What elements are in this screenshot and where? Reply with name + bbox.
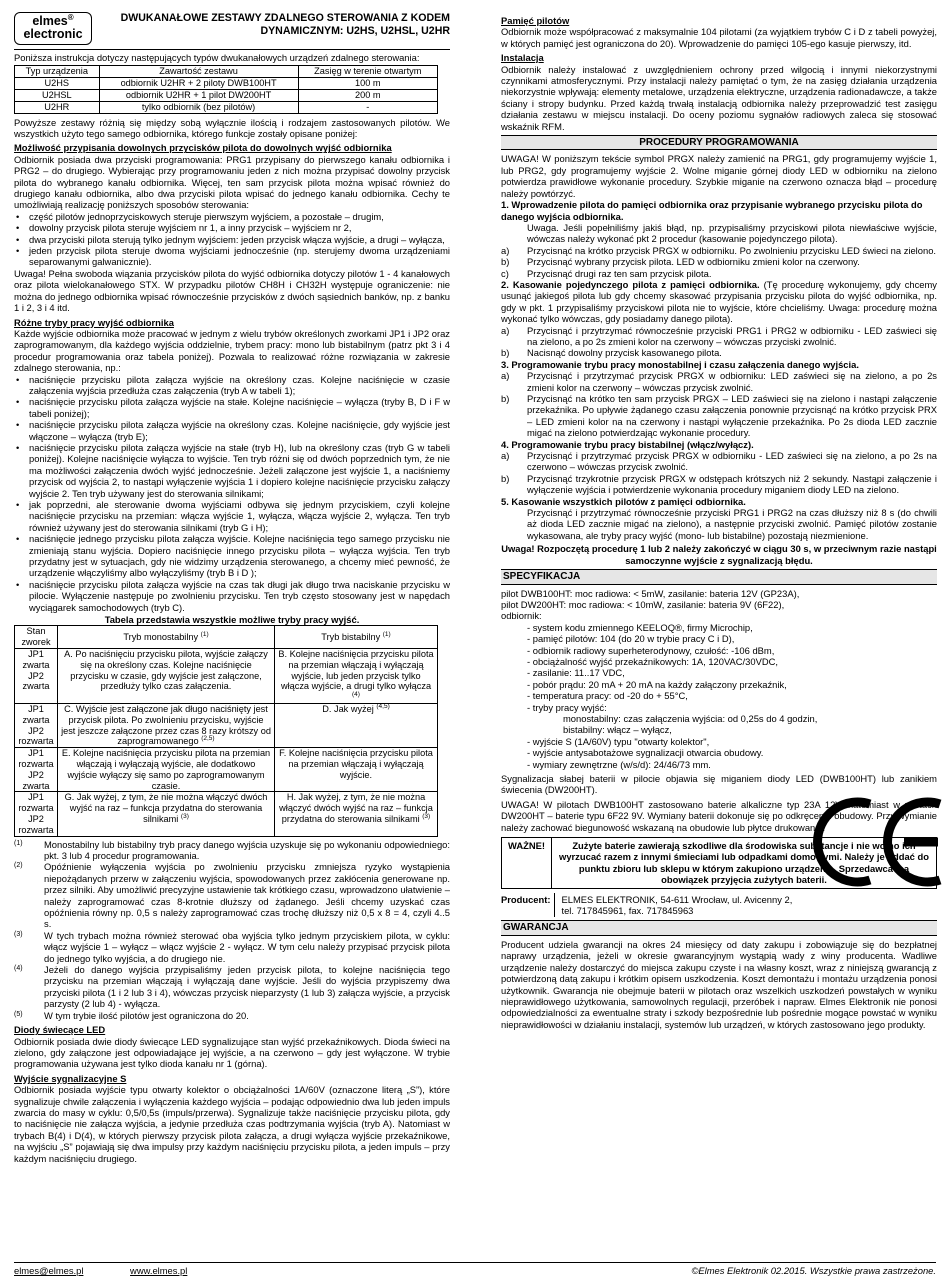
producer-address: ELMES ELEKTRONIK, 54-611 Wrocław, ul. Avicenny 2, tel. 717845961, fax. 717845963	[561, 893, 793, 917]
table-cell: U2HR	[15, 101, 100, 113]
left-column	[14, 12, 450, 1164]
list-item: - temperatura pracy: od -20 do + 55°C,	[527, 690, 688, 702]
copyright: ©Elmes Elektronik 02.2015. Wszystkie prawa zastrzeżone.	[691, 1265, 936, 1276]
assign-warning: Uwaga! Pełna swoboda wiązania przycisków pilota do wyjść odbiornika dotyczy pilotów 1 - 4 kanałowych oraz pilota wielokanałowego STX. W przypadku pilotów CH8H i CH32H występuje ograniczenie: nie można do jednego odbiornika wpisać równocześnie przycisków z dwóch sąsiednich banków, np. z banku 1 i 2, 3 i 4 itd.	[14, 267, 450, 314]
table-header: Stan zworek	[15, 626, 58, 649]
website-link[interactable]: www.elmes.pl	[130, 1265, 188, 1276]
table-header-row	[15, 66, 438, 78]
list-item: b) Przycisnąć na krótko ten sam przycisk PRGX – LED zaświeci się na zielono i nastąpi załączenie przekaźnika. Po upływie żądanego czasu załączenia ponownie przycisnąć na krótko przycisk PRX – LED zmieni kolor na na czerwony i nastąpi wyłączenie przekaźnika. Po 2s dioda LED zacznie migać na zielono potwierdzając wykonanie procedury.	[501, 393, 937, 439]
table-cell: tylko odbiornik (bez pilotów)	[99, 101, 298, 113]
table-row	[15, 748, 438, 792]
list-item: - system kodu zmiennego KEELOQ®, firmy Microchip,	[527, 621, 753, 633]
list-item: • naciśnięcie przycisku pilota załącza wyjście na określony czas. Kolejne naciśnięcie, gdy wyjście jest włączone – wyłącza (tryb E);	[29, 419, 450, 442]
procedure-step: 1. Wprowadzenie pilota do pamięci odbiornika oraz przypisanie wybranego przycisku pilota do danego wyjścia odbiornika. Uwaga. Jeśli popełniliśmy jakiś błąd, np. przypisaliśmy przyciskowi pilota niewłaściwe wyjście, wówczas należy wykonać pkt 2 procedur (kasowanie pojedynczego pilota). a) Przycisnąć na krótko przycisk PRGX w odbiorniku. Po zwolnieniu przycisku LED świeci na zielono. b) Przycisnąć wybrany przycisk pilota. LED w odbiorniku zmieni kolor na czerwony. c) Przycisnąć drugi raz ten sam przycisk pilota.	[501, 199, 937, 279]
battery-signal-text: Sygnalizacja słabej baterii w pilocie objawia się miganiem diody LED (DWB100HT) lub zanikiem świecenia (DW200HT).	[501, 773, 937, 796]
document-header	[14, 12, 450, 45]
leds-text: Odbiornik posiada dwie diody świecące LED sygnalizujące stan wyjść przekaźnikowych. Dioda świeci na zielono, gdy załączone jest odpowiadające jej wyjście, a na czerwono – gdy jest wyłączone. W trybie programowania używana jest tylko dioda kanału nr 1 (górna).	[14, 1035, 450, 1070]
modes-table	[14, 625, 438, 836]
mode-cell: C. Wyjście jest załączone jak długo naciśnięty jest przycisk pilota. Po zwolnieniu przycisku, wyjście jest jeszcze załączone przez czas 8 razy krótszy od zaprogramowanego $^{(2,5)}$	[58, 704, 275, 748]
table-row	[15, 649, 438, 704]
list-item: • dowolny przycisk pilota steruje wyjściem nr 1, a inny przycisk – wyjściem nr 2,	[29, 222, 450, 233]
list-item: - tryby pracy wyjść:	[527, 701, 607, 713]
install-text: Odbiornik należy instalować z uwzględnieniem ochrony przed wilgocią i innymi niekorzystnymi czynnikami atmosferycznymi. Przy instalacji należy pamiętać o tym, że na zasięg działania urządzenia niekorzystnie wpływają: elementy metalowe, urządzenia elektryczne, urządzenia radionadawcze, a także ściany i stropy budynku. Przed każdą trwałą instalacją odbiornika należy przeprowadzić test zasięgu działania zestawu w miejscu instalacji. Do oceny poziomu sygnałów radiowych zaleca się stosować wskaźnik RFM.	[501, 63, 937, 132]
list-item: • naciśnięcie przycisku pilota załącza wyjście na czas tak długi jak długo trwa naciskanie przycisku w pilocie. Wyłączenie następuje po zwolnieniu przycisku. Ten tryb często stosowany jest w napędach wyciągarek samochodowych (tryb C).	[29, 579, 450, 613]
modes-text: Każde wyjście odbiornika może pracować w jednym z wielu trybów określonych zworkami JP1 i JP2 oraz zaprogramowanym, dla każdego wyjścia oddzielnie, trybem pracy: mono lub bistabilnym (patrz pkt 3 i 4 procedur programowania oraz tabela poniżej). Pozwala to realizować różne rozwiązania w zakresie zdalnego sterowania, np.:	[14, 327, 450, 374]
modes-list	[14, 374, 450, 614]
mode-cell: B. Kolejne naciśnięcia przycisku pilota na przemian włączają i wyłączają wyjście, lub jeden przycisk tylko włącza wyjście, a drugi tylko wyłącza $^{(4)}$	[275, 649, 438, 704]
list-item: a) Przycisnąć i przytrzymać przycisk PRGX w odbiorniku: LED zaświeci się na zielono, a po 2s zmieni kolor na czerwony – wówczas przycisk zwolnić.	[501, 370, 937, 393]
important-label: WAŻNE!	[502, 838, 552, 888]
list-item: • naciśnięcie przycisku pilota załącza wyjście na określony czas. Kolejne naciśnięcie w czasie załączenia wyjścia przedłuża czas załączenia (tryb A w tabeli 1);	[29, 374, 450, 397]
list-item: a) Przycisnąć na krótko przycisk PRGX w odbiorniku. Po zwolnieniu przycisku LED świeci na zielono.	[501, 244, 937, 256]
mode-cell: E. Kolejne naciśnięcia przycisku pilota na przemian włączają i wyłączają wyjście, ale dodatkowo wyjście wyłączy się samo po zaprogramowanym czasie.	[58, 748, 275, 792]
install-heading: Instalacja	[501, 52, 544, 64]
list-item: - obciążalność wyjść przekaźnikowych: 1A, 120VAC/30VDC,	[527, 655, 778, 667]
assign-list	[14, 211, 450, 268]
assign-heading: Możliwość przypisania dowolnych przycisków pilota do dowolnych wyjść odbiornika	[14, 142, 392, 154]
memory-heading: Pamięć pilotów	[501, 15, 570, 26]
types-table	[14, 65, 438, 113]
document-title: DWUKANAŁOWE ZESTAWY ZDALNEGO STEROWANIA Z KODEM DYNAMICZNYM: U2HS, U2HSL, U2HR	[120, 12, 450, 37]
procedures-heading: PROCEDURY PROGRAMOWANIA	[501, 135, 937, 150]
list-item: - odbiornik radiowy superheterodynowy, czułość: -106 dBm,	[527, 644, 775, 656]
list-item: • dwa przyciski pilota sterują tylko jednym wyjściem: jeden przycisk włącza wyjście, a drugi – wyłącza,	[29, 234, 450, 245]
list-item: • naciśnięcie jednego przycisku pilota załącza wyjście. Kolejne naciśnięcia tego samego przycisku nie zmieniają stanu wyjścia. Dopiero naciśnięcie innego przycisku pilota – wyłącza wyjścia. Ten tryb przydatny jest w sytuacjach, gdy nie widzimy urządzenia sterowanego, a chcemy mieć pewność, że urządzenie włączyliśmy albo wyłączyliśmy (tryb B i D );	[29, 533, 450, 579]
modes-table-caption: Tabela przedstawia wszystkie możliwe tryby pracy wyjść.	[104, 614, 360, 626]
mode-cell: F. Kolejne naciśnięcia przycisku pilota na przemian włączają i wyłączają wyjście.	[275, 748, 438, 792]
footnote: (5) W tym trybie ilość pilotów jest ograniczona do 20.	[14, 1009, 249, 1021]
table-row	[15, 704, 438, 748]
list-item: • część pilotów jednoprzyciskowych steruje pierwszym wyjściem, a pozostałe – drugim,	[29, 211, 450, 222]
jumper-state: JP1 zwarta JP2 zwarta	[15, 649, 58, 704]
table-cell: 200 m	[298, 90, 437, 102]
warranty-heading: GWARANCJA	[501, 920, 937, 935]
procedure-step: 5. Kasowanie wszystkich pilotów z pamięci odbiornika. Przycisnąć i przytrzymać równocześnie przyciski PRG1 i PRG2 na czas dłuższy niż 8 s (do chwili aż dioda LED zacznie migać na zielono), a następnie przyciski zwolnić. Pamięć pilotów zostanie wykasowana, ale tryby pracy wyjść (mono- lub bistabilne) pozostają niezmienione.	[501, 495, 937, 541]
list-item: c) Przycisnąć drugi raz ten sam przycisk pilota.	[501, 267, 712, 279]
list-item: - pobór prądu: 20 mA + 20 mA na każdy załączony przekaźnik,	[527, 678, 787, 690]
leds-heading: Diody świecące LED	[14, 1024, 106, 1036]
signal-output-text: Odbiornik posiada wyjście typu otwarty kolektor o obciążalności 1A/60V (oznaczone literą „S”), które sygnalizuje chwile załączenia i wyłączenia każdego wyjścia – podając odpowiednio dwa lub jeden impuls zwarcia do masy w cyklu: 0,5/0,5s (impuls/przerwa). Sygnalizuje także naciśnięcie przycisku pilota, gdy to naciśnięcie nie załącza wyjścia, a jedynie przedłuża czas podtrzymania wyjścia (tryb A). Natomiast w trybach B(4) i D(4), w których pierwszy przycisk pilota załącza, a drugi wyłącza wyjście przekaźnikowe, na wyjściu „S” pojawiają się dwa impulsy przy każdym naciśnięciu przycisku pilota, a jeden impuls – przy każdym naciśnięciu drugiego.	[14, 1084, 450, 1164]
footnote: (1) Monostabilny lub bistabilny tryb pracy danego wyjścia uzyskuje się po wykonaniu odpowiedniego: pkt. 3 lub 4 procedur programowania.	[14, 838, 450, 862]
list-item: - zasilanie: 11..17 VDC,	[527, 667, 625, 679]
table-header: Tryb monostabilny $^{(1)}$	[58, 626, 275, 649]
mode-cell: G. Jak wyżej, z tym, że nie można włączyć dwóch wyjść na raz – funkcja przydatna do sterowania silnikami $^{(3)}$	[58, 792, 275, 836]
list-item: b) Nacisnąć dowolny przycisk kasowanego pilota.	[501, 347, 722, 359]
table-header-row	[15, 626, 438, 649]
footnote: (4) Jeżeli do danego wyjścia przypisaliśmy jeden przycisk pilota, to kolejne naciśnięcia tego przycisku na przemian włączają i wyłączają dane wyjście. Jeśli do wyjścia przypiszemy dwa przyciski pilota (1 i 2 lub 3 i 4), wówczas przycisk nieparzysty (1 lub 3) załącza wyjście, a przycisk parzysty (2 lub 4) - wyłącza.	[14, 964, 450, 1010]
mode-cell: D. Jak wyżej $^{(4,5)}$	[275, 704, 438, 748]
after-table-text: Powyższe zestawy różnią się między sobą wyłącznie ilością i rodzajem zastosowanych pilotów. We wszystkich użyto tego samego odbiornika, którego funkcje zostały opisane poniżej:	[14, 116, 450, 139]
producer-label: Producent:	[501, 893, 555, 918]
spec-top: pilot DWB100HT: moc radiowa: < 5mW, zasilanie: bateria 12V (GP23A), pilot DW200HT: moc radiowa: < 10mW, zasilanie: bateria 9V (6F22), odbiornik:	[501, 587, 800, 622]
spec-heading: SPECYFIKACJA	[501, 569, 937, 584]
important-text: Zużyte baterie zawierają szkodliwe dla środowiska substancje i nie wolno ich wyrzucać razem z innymi śmieciami lub odpadkami domowymi. Należy je oddać do punktu zbioru lub sklepu w którym zakupiono urządzenie. Sprzedawca ma obowiązek przyjęcia zużytych baterii.	[559, 840, 929, 886]
jumper-state: JP1 rozwarta JP2 rozwarta	[15, 792, 58, 836]
table-cell: 100 m	[298, 78, 437, 90]
list-item: • jak poprzedni, ale sterowanie dwoma wyjściami odbywa się jednym przyciskiem, czyli kolejne naciśnięcie przycisku na przemian: włącza wyjście 1, wyłącza, włącza wyjście 2, wyłącza. Ten tryb również używany jest do sterowania silnikami (tryb G i H);	[29, 499, 450, 533]
table-row	[15, 792, 438, 836]
list-item: • jeden przycisk pilota steruje dwoma wyjściami jednocześnie (np. sterujemy dwoma urządzeniami separowanymi galwanicznie).	[29, 245, 450, 268]
table-header: Tryb bistabilny $^{(1)}$	[275, 626, 438, 649]
list-item: monostabilny: czas załączenia wyjścia: od 0,25s do 4 godzin,	[563, 712, 818, 724]
divider	[14, 49, 450, 50]
producer-box	[501, 893, 937, 918]
procedure-step: 2. Kasowanie pojedynczego pilota z pamięci odbiornika. (Tę procedurę wykonujemy, gdy chcemy usunąć jakiegoś pilota lub gdy chcemy skasować przypisania przycisku pilota do wyjść odbiornika, np. gdy w pkt. 1 przypisaliśmy przyciskowi pilota nie to wyjście, które chcieliśmy. Uwaga: procedurę można wykonać tylko wówczas, gdy posiadamy danego pilota). a) Przycisnąć i przytrzymać równocześnie przyciski PRG1 i PRG2 w odbiorniku - LED zaświeci się na zielono, a po 2s zmieni kolor na czerwony – wówczas przyciski zwolnić. b) Nacisnąć dowolny przycisk kasowanego pilota.	[501, 278, 937, 359]
battery-warning-text: UWAGA! W pilotach DWB100HT zastosowano baterie alkaliczne typ 23A 12V, natomiast w pilotach DW200HT – baterie typu 6F22 9V. Wymiany baterii dokonuje się po odkręceniu obudowy. Przy wymianie należy zachować biegunowość wskazaną na obudowie lub płytce drukowanej.	[501, 798, 937, 833]
footnote: (2) Opóźnienie wyłączenia wyjścia po zwolnieniu przycisku zmniejsza ryzyko wystąpienia niepożądanych przerw w załączeniu wyjścia, spowodowanych przez zakłócenia generowane np. przez silniki. Aby umożliwić precyzyjne ustawienie tak krótkiego czasu, wprowadzono ułatwienie – należy zaprogramować czas 8-krotnie dłuższy od żądanego. Jeśli chcemy uzyskać czas opóźnienia równy np. 0,5 s należy zaprogramować czas trochę dłuższy niż 0,5 x 8 = 4, czyli 4..5 s.	[14, 861, 450, 930]
procedure-step: 4. Programowanie trybu pracy bistabilnej (włącz/wyłącz). a) Przycisnąć i przytrzymać przycisk PRGX w odbiorniku - LED zaświeci się na zielono, a po 2s na czerwono – wówczas przycisk zwolnić. b) Przycisnąć trzykrotnie przycisk PRGX w odstępach krótszych niż 2 sekundy. Nastąpi załączenie i wyłączenie wyjścia i potwierdzenie wykonania procedury miganiem diody LED na zielono.	[501, 438, 937, 496]
table-cell: U2HSL	[15, 90, 100, 102]
list-item: b) Przycisnąć wybrany przycisk pilota. LED w odbiorniku zmieni kolor na czerwony.	[501, 256, 860, 268]
table-row	[15, 78, 438, 90]
spec-list	[501, 622, 937, 770]
list-item: bistabilny: włącz – wyłącz,	[563, 724, 672, 736]
jumper-state: JP1 rozwarta JP2 zwarta	[15, 748, 58, 792]
list-item: a) Przycisnąć i przytrzymać równocześnie przyciski PRG1 i PRG2 w odbiorniku - LED zaświeci się na zielono, a po 2s zmieni kolor na czerwony – wówczas przyciski zwolnić.	[501, 324, 937, 347]
list-item: - pamięć pilotów: 104 (do 20 w trybie pracy C i D),	[527, 633, 735, 645]
list-item: - wymiary zewnętrzne (w/s/d): 24/46/73 mm.	[527, 758, 711, 770]
page-footer	[14, 1262, 936, 1276]
footnotes	[14, 839, 450, 1022]
warranty-text: Producent udziela gwarancji na okres 24 miesięcy od daty zakupu i zobowiązuje się do bezpłatnej naprawy urządzenia, jeżeli w okresie gwarancyjnym wystąpią wady z winy producenta. Wadliwe urządzenie należy dostarczyć do miejsca zakupu czyste i na własny koszt, wraz z niniejszą gwarancją z potwierdzoną datą zakupu i krótkim opisem uszkodzenia. Koszt demontażu i montażu urządzenia ponosi użytkownik. Gwarancja nie obejmuje baterii w pilotach oraz wszelkich uszkodzeń powstałych w wyniku nieprawidłowego użytkowania, samowolnych regulacji, przeróbek i napraw. Elmes Elektronik nie ponosi odpowiedzialności za ewentualne straty i szkody bezpośrednie lub pośrednie mogące powstać w wyniku nieprawidłowości w działaniu instalacji, systemów lub urządzeń, w których zastosowano jego produkty.	[501, 938, 937, 1030]
table-cell: -	[298, 101, 437, 113]
memory-text: Odbiornik może współpracować z maksymalnie 104 pilotami (za wyjątkiem trybów C i D z tabeli powyżej, w których pamięć jest ograniczona do 20). Wprowadzenie do pamięci 105-ego kasuje pierwszy, itd.	[501, 26, 937, 49]
table-cell: odbiornik U2HR + 2 piloty DWB100HT	[99, 78, 298, 90]
mode-cell: H. Jak wyżej, z tym, że nie można włączyć dwóch wyjść na raz – funkcja przydatna do sterowania silnikami $^{(3)}$	[275, 792, 438, 836]
ce-mark-icon	[808, 794, 944, 890]
assign-text: Odbiornik posiada dwa przyciski programowania: PRG1 przypisany do pierwszego kanału odbiornika i PRG2 – do drugiego. Wybierając przy programowaniu jeden z nich można przypisać dowolny przycisk pilota do wybranego kanału odbiornika. Więcej, ten sam przycisk pilota można wpisać również do drugiego kanału odbiornika, albo dwa przyciski pilota wpisać do jednego kanału odbiornika. Cechy te umożliwiają realizację poniższych sposobów sterowania:	[14, 153, 450, 211]
table-header: Typ urządzenia	[15, 66, 100, 78]
table-cell: U2HS	[15, 78, 100, 90]
footnote: (3) W tych trybach można również sterować oba wyjścia tylko jednym przyciskiem pilota, w cyklu: włącz wyjście 1 – wyłącz – włącz wyjście 2 - wyłącz. W tym celu należy przypisać przycisk pilota do jednego tylko wyjścia, a do drugiego nie.	[14, 929, 450, 964]
list-item: - wyjście S (1A/60V) typu "otwarty kolektor",	[527, 735, 710, 747]
list-item: • naciśnięcie przycisku pilota załącza wyjście na stałe (tryb H), lub na określony czas (tryb G w tabeli poniżej). Kolejne naciśnięcie wyłącza to wyjście. Ten tryb różni się od dwóch poprzednich tym, że nie ma możliwości załączenia dwóch wyjść jednocześnie. Jeżeli załączone jest wyjście 1, a naciśniemy przycisk od wyjścia 2, to nastąpi wyłączenie wyjścia 1 i dopiero kolejne naciśnięcie przycisku załączy wyjście 2. Ten tryb używany jest do sterowania silnikami;	[29, 442, 450, 499]
final-warning: Uwaga! Rozpoczętą procedurę 1 lub 2 należy zakończyć w ciągu 30 s, w przeciwnym razie nastąpi samoczynne wyjście z sygnalizacją błędu.	[501, 543, 937, 566]
list-item: • naciśnięcie przycisku pilota załącza wyjście na stałe. Kolejne naciśnięcie – wyłącza (tryby B, D i F w tabeli poniżej);	[29, 396, 450, 419]
list-item: a) Przycisnąć i przytrzymać przycisk PRGX w odbiorniku - LED zaświeci się na zielono, a po 2s na czerwono – wówczas przycisk zwolnić.	[501, 450, 937, 473]
elmes-logo: elmes® electronic	[14, 12, 92, 45]
list-item: - wyjście antysabotażowe sygnalizacji otwarcia obudowy.	[527, 747, 764, 759]
modes-heading: Różne tryby pracy wyjść odbiornika	[14, 316, 174, 328]
procedures-intro: UWAGA! W poniższym tekście symbol PRGX należy zamienić na PRG1, gdy programujemy wyjście 1, lub PRG2, gdy programujemy wyjście 2. Wolne miganie górnej diody LED w odbiorniku na zielono potwierdza prawidłowe wykonanie procedury. Szybkie miganie na czerwono oznacza błąd – procedurę należy powtórzyć.	[501, 153, 937, 199]
list-item: b) Przycisnąć trzykrotnie przycisk PRGX w odstępach krótszych niż 2 sekundy. Nastąpi załączenie i wyłączenie wyjścia i potwierdzenie wykonania procedury miganiem diody LED na zielono.	[501, 472, 937, 496]
mode-cell: A. Po naciśnięciu przycisku pilota, wyjście załączy się na określony czas. Kolejne naciśnięcie przycisku w czasie, gdy wyjście jest załączone, przedłuży tylko czas załączenia.	[58, 649, 275, 704]
email-link[interactable]: elmes@elmes.pl	[14, 1265, 84, 1276]
table-cell: odbiornik U2HR + 1 pilot DW200HT	[99, 90, 298, 102]
procedure-step: 3. Programowanie trybu pracy monostabilnej i czasu załączenia danego wyjścia. a) Przycisnąć i przytrzymać przycisk PRGX w odbiorniku: LED zaświeci się na zielono, a po 2s zmieni kolor na czerwony – wówczas przycisk zwolnić. b) Przycisnąć na krótko ten sam przycisk PRGX – LED zaświeci się na zielono i nastąpi załączenie przekaźnika. Po upływie żądanego czasu załączenia ponownie przycisnąć na krótko przycisk PRX – LED zmieni kolor na na czerwony i nastąpi wyłączenie przekaźnika. Po 2s dioda LED zacznie migać na zielono potwierdzając wykonanie procedury.	[501, 358, 937, 439]
jumper-state: JP1 zwarta JP2 rozwarta	[15, 704, 58, 748]
intro-text: Poniższa instrukcja dotyczy następujących typów dwukanałowych urządzeń zdalnego sterowania:	[14, 52, 420, 63]
table-header: Zawartość zestawu	[99, 66, 298, 78]
table-row	[15, 101, 438, 113]
signal-output-heading: Wyjście sygnalizacyjne S	[14, 1072, 127, 1084]
table-header: Zasięg w terenie otwartym	[298, 66, 437, 78]
table-row	[15, 90, 438, 102]
